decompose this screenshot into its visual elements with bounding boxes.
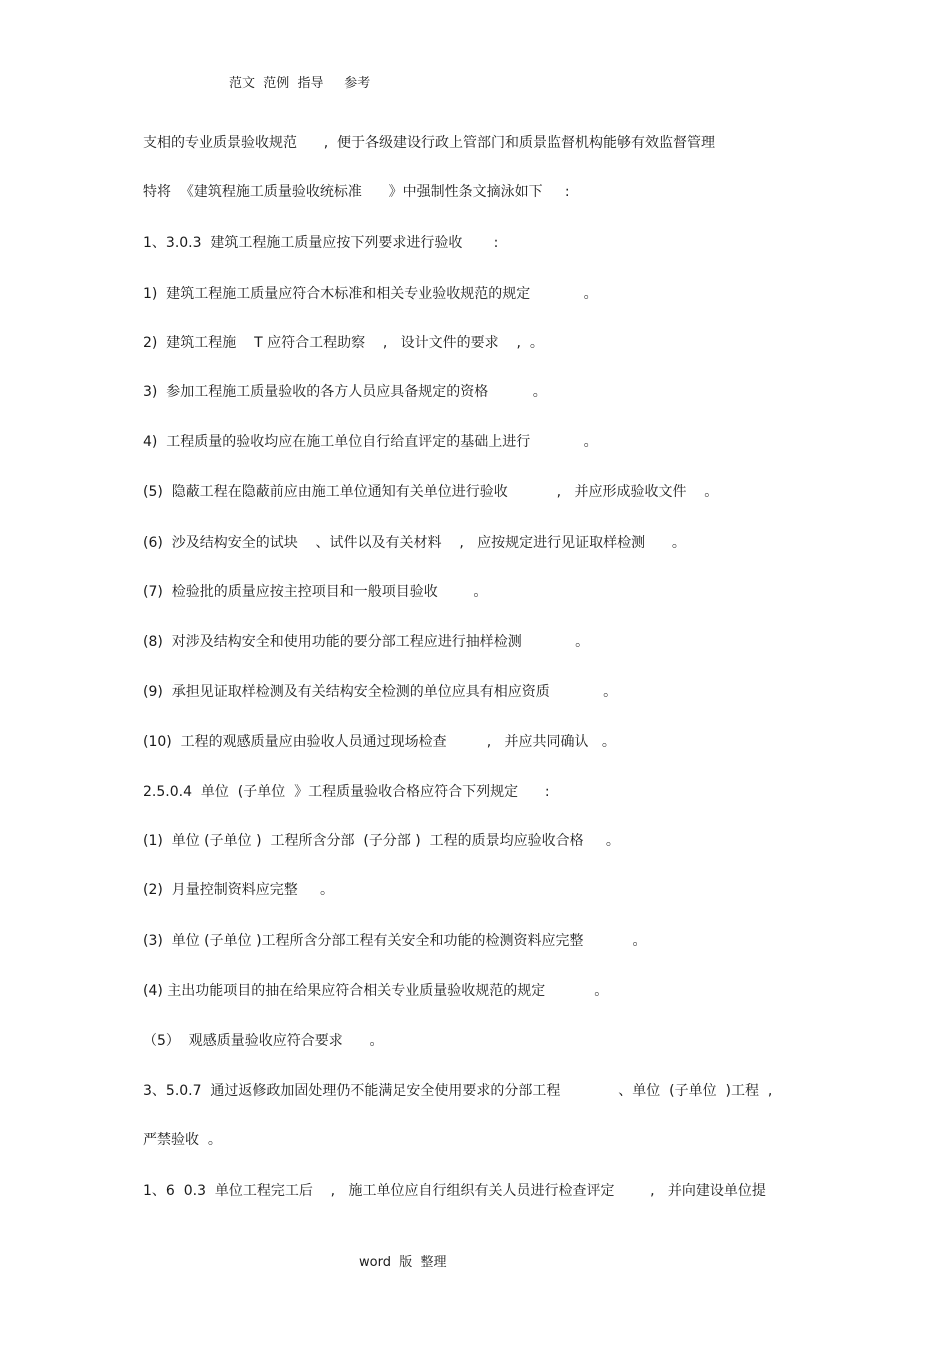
text-line: 严禁验收 。: [143, 1132, 222, 1148]
text-line: （5） 观感质量验收应符合要求 。: [143, 1033, 384, 1049]
text-line: 特将 《建筑程施工质量验收统标准 》中强制性条文摘泳如下 :: [143, 184, 570, 200]
text-line: (6) 沙及结构安全的试块 、试件以及有关材料 , 应按规定进行见证取样检测 。: [143, 535, 686, 551]
text-line: 3) 参加工程施工质量验收的各方人员应具备规定的资格 。: [143, 384, 547, 400]
text-line: 2.5.0.4 单位 (子单位 》工程质量验收合格应符合下列规定 :: [143, 784, 550, 800]
text-line: 1、3.0.3 建筑工程施工质量应按下列要求进行验收 :: [143, 235, 499, 251]
text-line: (9) 承担见证取样检测及有关结构安全检测的单位应具有相应资质 。: [143, 684, 618, 700]
text-line: 1、6 0.3 单位工程完工后 , 施工单位应自行组织有关人员进行检查评定 , 并向建设单位提: [143, 1183, 766, 1199]
text-line: (5) 隐蔽工程在隐蔽前应由施工单位通知有关单位进行验收 , 并应形成验收文件 。: [143, 484, 719, 500]
text-line: (8) 对涉及结构安全和使用功能的要分部工程应进行抽样检测 。: [143, 634, 590, 650]
page-footer: word 版 整理: [359, 1255, 447, 1270]
text-line: 支相的专业质景验收规范 , 便于各级建设行政上管部门和质景监督机构能够有效监督管理: [143, 135, 716, 151]
page-header: 范文 范例 指导 参考: [229, 76, 371, 91]
text-line: 2) 建筑工程施 T 应符合工程助察 , 设计文件的要求 , 。: [143, 335, 544, 351]
text-line: 1) 建筑工程施工质量应符合木标准和相关专业验收规范的规定 。: [143, 286, 598, 302]
text-line: (1) 单位 (子单位 ) 工程所含分部 (子分部 ) 工程的质景均应验收合格 。: [143, 833, 620, 849]
text-line: (4) 主出功能项目的抽在给果应符合相关专业质量验收规范的规定 。: [143, 983, 609, 999]
text-line: (10) 工程的观感质量应由验收人员通过现场检查 , 并应共同确认 。: [143, 734, 616, 750]
text-line: (7) 检验批的质量应按主控项目和一般项目验收 。: [143, 584, 488, 600]
text-line: (2) 月量控制资料应完整 。: [143, 882, 334, 898]
text-line: 3、5.0.7 通过返修政加固处理仍不能满足安全使用要求的分部工程 、单位 (子单位 )工程 ,: [143, 1083, 773, 1099]
text-line: 4) 工程质量的验收均应在施工单位自行给直评定的基础上进行 。: [143, 434, 598, 450]
text-line: (3) 单位 (子单位 )工程所含分部工程有关安全和功能的检测资料应完整 。: [143, 933, 647, 949]
